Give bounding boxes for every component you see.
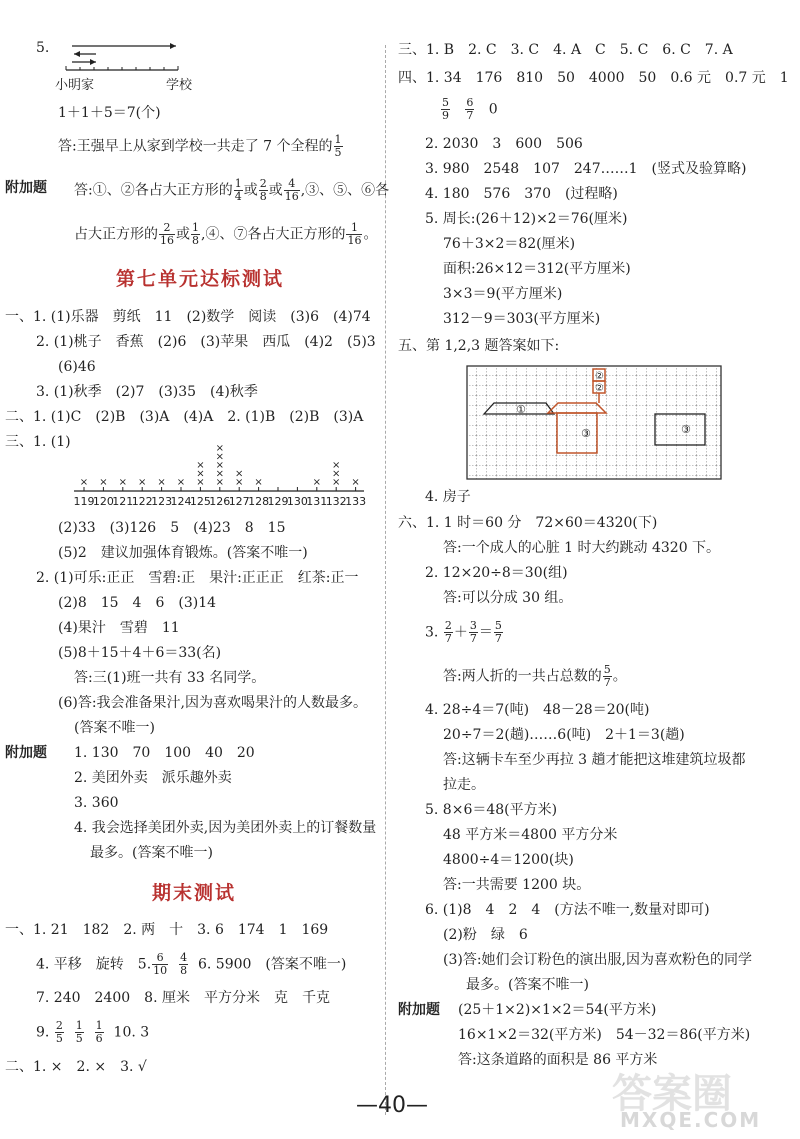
line-plot-mark: × bbox=[215, 460, 224, 471]
answer-line: (5)2 建议加强体育锻炼。(答案不唯一) bbox=[58, 545, 308, 561]
line-plot-mark: × bbox=[118, 477, 127, 488]
answer-line: 4. 28÷4＝7(吨) 48－28＝20(吨) bbox=[425, 702, 650, 718]
answer-line: 4800÷4＝1200(块) bbox=[443, 852, 574, 868]
fraction: $\frac{1}{5}$ bbox=[334, 133, 342, 159]
answer-line: 拉走。 bbox=[443, 777, 485, 793]
answer-line: 3×3＝9(平方厘米) bbox=[443, 286, 563, 302]
line-plot-mark: × bbox=[215, 443, 224, 454]
answer-line: (25＋1×2)×1×2＝54(平方米) bbox=[458, 1002, 657, 1018]
shape-2-label: ② bbox=[595, 383, 604, 394]
line-plot-chart bbox=[70, 433, 370, 515]
answer-line: 4. 我会选择美团外卖,因为美团外卖上的订餐数量 bbox=[74, 820, 377, 836]
shape-2-label: ② bbox=[595, 371, 604, 382]
line-plot-mark: × bbox=[196, 477, 205, 488]
line-plot-mark: × bbox=[215, 477, 224, 488]
answer-line: 5. 周长:(26＋12)×2＝76(厘米) bbox=[425, 211, 628, 227]
answer-line: 最多。(答案不唯一) bbox=[466, 977, 589, 993]
answer-line: 4. 房子 bbox=[425, 489, 471, 505]
answer-line: 2. 12×20÷8＝30(组) bbox=[425, 565, 568, 581]
answer-line: 20÷7＝2(趟)……6(吨) 2＋1＝3(趟) bbox=[443, 727, 685, 743]
answer-line: 五、第 1,2,3 题答案如下: bbox=[398, 338, 560, 354]
line-plot-tick-label: 121 bbox=[112, 495, 134, 508]
line-plot-tick-label: 124 bbox=[170, 495, 192, 508]
bonus-label: 附加题 bbox=[5, 745, 47, 761]
shape-3-label: ③ bbox=[581, 427, 591, 440]
answer-line: 六、1. 1 时＝60 分 72×60＝4320(下) bbox=[398, 515, 658, 531]
home-label: 小明家 bbox=[55, 78, 95, 93]
line-plot-mark: × bbox=[332, 460, 341, 471]
answer-line: (6)答:我会准备果汁,因为喜欢喝果汁的人数最多。 bbox=[58, 695, 367, 711]
p5-answer: 答:王强早上从家到学校一共走了 7 个全程的 $\frac{1}{5}$ bbox=[58, 133, 342, 159]
line-plot-tick-label: 132 bbox=[325, 495, 347, 508]
line-plot-tick-label: 119 bbox=[73, 495, 95, 508]
answer-line: 16×1×2＝32(平方米) 54－32＝86(平方米) bbox=[458, 1027, 751, 1043]
answer-line: 一、1. 21 182 2. 两 十 3. 6 174 1 169 bbox=[5, 922, 329, 938]
p5-calc: 1＋1＋5＝7(个) bbox=[58, 105, 161, 121]
answer-line: 一、1. (1)乐器 剪纸 11 (2)数学 阅读 (3)6 (4)74 bbox=[5, 309, 371, 325]
line-plot-mark: × bbox=[254, 477, 263, 488]
line-plot-tick-label: 131 bbox=[306, 495, 328, 508]
line-plot-tick-label: 127 bbox=[228, 495, 250, 508]
bonus1-line1: 答:①、②各占大正方形的 $\frac{1}{4}$ 或 $\frac{2}{8}$ 或 $\frac{4}{16}$ ,③、⑤、⑥各 bbox=[74, 177, 390, 203]
answer-line: 二、1. (1)C (2)B (3)A (4)A 2. (1)B (2)B (3)A bbox=[5, 409, 364, 425]
answer-line: (2)粉 绿 6 bbox=[443, 927, 528, 943]
page-number: —40— bbox=[356, 1093, 428, 1118]
answer-line: 4. 平移 旋转 5. $\frac{6}{10}$ $\frac{4}{8}$ 6. 5900 (答案不唯一) bbox=[36, 951, 347, 977]
line-plot-tick-label: 133 bbox=[345, 495, 367, 508]
column-divider bbox=[385, 45, 386, 1115]
answer-line: 答:可以分成 30 组。 bbox=[443, 590, 573, 606]
grid-transform-figure bbox=[466, 365, 722, 481]
answer-line: (3)答:她们会订粉色的演出服,因为喜欢粉色的同学 bbox=[443, 952, 752, 968]
answer-line: 三、1. (1) bbox=[5, 434, 71, 450]
answer-line: 3. 980 2548 107 247……1 (竖式及验算略) bbox=[425, 161, 747, 177]
answer-line: 312－9＝303(平方厘米) bbox=[443, 311, 601, 327]
answer-line: 答:这条道路的面积是 86 平方米 bbox=[458, 1052, 658, 1068]
line-plot-tick-label: 130 bbox=[286, 495, 308, 508]
answer-line: 二、1. × 2. × 3. √ bbox=[5, 1059, 147, 1075]
line-plot-tick-label: 120 bbox=[92, 495, 114, 508]
answer-line: 9. $\frac{2}{5}$ $\frac{1}{5}$ $\frac{1}{6}$ 10. 3 bbox=[36, 1019, 150, 1045]
answer-line: 6. (1)8 4 2 4 (方法不唯一,数量对即可) bbox=[425, 902, 710, 918]
line-plot-mark: × bbox=[215, 451, 224, 463]
line-plot-mark: × bbox=[235, 477, 244, 488]
line-plot-mark: × bbox=[196, 468, 205, 480]
answer-line: 48 平方米＝4800 平方分米 bbox=[443, 827, 618, 843]
answer-line: 3. $\frac{2}{7}$ ＋ $\frac{3}{7}$ ＝ $\frac{5}{7}$ bbox=[425, 619, 502, 645]
p5-number: 5. bbox=[36, 40, 50, 56]
line-plot-mark: × bbox=[332, 468, 341, 480]
line-plot-tick-label: 123 bbox=[151, 495, 173, 508]
line-plot-mark: × bbox=[176, 477, 186, 488]
section-title-final: 期末测试 bbox=[152, 882, 237, 904]
answer-line: 76＋3×2＝82(厘米) bbox=[443, 236, 576, 252]
answer-line: 答:一个成人的心脏 1 时大约跳动 4320 下。 bbox=[443, 540, 721, 556]
line-plot-tick-label: 125 bbox=[189, 495, 211, 508]
answer-line: (2)8 15 4 6 (3)14 bbox=[58, 595, 217, 611]
line-plot-mark: × bbox=[196, 460, 205, 471]
bonus-label: 附加题 bbox=[398, 1002, 440, 1018]
answer-line: 三、1. B 2. C 3. C 4. A C 5. C 6. C 7. A bbox=[398, 42, 733, 58]
line-plot-tick-label: 129 bbox=[267, 495, 289, 508]
line-plot-mark: × bbox=[157, 477, 166, 488]
line-plot-mark: × bbox=[215, 468, 224, 480]
answer-line: (6)46 bbox=[58, 359, 96, 375]
line-plot-mark: × bbox=[332, 477, 341, 488]
bonus1-line2: 占大正方形的 $\frac{2}{16}$ 或 $\frac{1}{8}$ ,④、⑦各占大正方形的 $\frac{1}{16}$ 。 bbox=[74, 221, 378, 247]
answer-line: 5. 8×6＝48(平方米) bbox=[425, 802, 558, 818]
answer-line: (5)8＋15＋4＋6＝33(名) bbox=[58, 645, 222, 661]
school-label: 学校 bbox=[166, 78, 193, 93]
line-plot-mark: × bbox=[79, 477, 89, 488]
shape-1-label: ① bbox=[516, 403, 526, 416]
answer-line: 2. 美团外卖 派乐趣外卖 bbox=[74, 770, 232, 786]
line-plot-mark: × bbox=[138, 477, 147, 488]
answer-line: 2. (1)桃子 香蕉 (2)6 (3)苹果 西瓜 (4)2 (5)3 bbox=[36, 334, 376, 350]
watermark-url: MXQE.COM bbox=[620, 1108, 762, 1132]
answer-line: 答:两人折的一共占总数的 $\frac{5}{7}$ 。 bbox=[443, 663, 627, 689]
answer-line: 四、1. 34 176 810 50 4000 50 0.6 元 0.7 元 1 bbox=[398, 70, 789, 86]
line-plot-mark: × bbox=[351, 477, 360, 488]
answer-line: 2. 2030 3 600 506 bbox=[425, 136, 583, 152]
answer-line: 答:三(1)班一共有 33 名同学。 bbox=[74, 670, 266, 686]
answer-line: 1. 130 70 100 40 20 bbox=[74, 745, 255, 761]
answer-line: (4)果汁 雪碧 11 bbox=[58, 620, 180, 636]
answer-line: 最多。(答案不唯一) bbox=[90, 845, 213, 861]
answer-line: (答案不唯一) bbox=[74, 720, 155, 736]
line-plot-mark: × bbox=[235, 468, 244, 480]
answer-line: (2)33 (3)126 5 (4)23 8 15 bbox=[58, 520, 286, 536]
answer-line: 2. (1)可乐:正正 雪碧:正 果汁:正正正 红茶:正一 bbox=[36, 570, 359, 586]
shape-3-label: ③ bbox=[681, 423, 691, 436]
answer-line: 7. 240 2400 8. 厘米 平方分米 克 千克 bbox=[36, 990, 330, 1006]
section-title-unit7: 第七单元达标测试 bbox=[116, 268, 285, 290]
answer-line: 3. 360 bbox=[74, 795, 119, 811]
answer-line: 面积:26×12＝312(平方厘米) bbox=[443, 261, 631, 277]
line-plot-tick-label: 128 bbox=[248, 495, 270, 508]
line-plot-mark: × bbox=[312, 477, 321, 488]
answer-line: 4. 180 576 370 (过程略) bbox=[425, 186, 618, 202]
answer-line: 3. (1)秋季 (2)7 (3)35 (4)秋季 bbox=[36, 384, 258, 400]
line-plot-tick-label: 126 bbox=[209, 495, 231, 508]
answer-line: $\frac{5}{9}$ $\frac{6}{7}$ 0 bbox=[442, 96, 498, 122]
answer-line: 答:这辆卡车至少再拉 3 趟才能把这堆建筑垃圾都 bbox=[443, 752, 746, 768]
watermark: 答案圈 bbox=[612, 1071, 732, 1117]
line-plot-tick-label: 122 bbox=[131, 495, 153, 508]
answer-line: 答:一共需要 1200 块。 bbox=[443, 877, 591, 893]
bonus-label: 附加题 bbox=[5, 180, 47, 196]
line-plot-mark: × bbox=[99, 477, 108, 488]
